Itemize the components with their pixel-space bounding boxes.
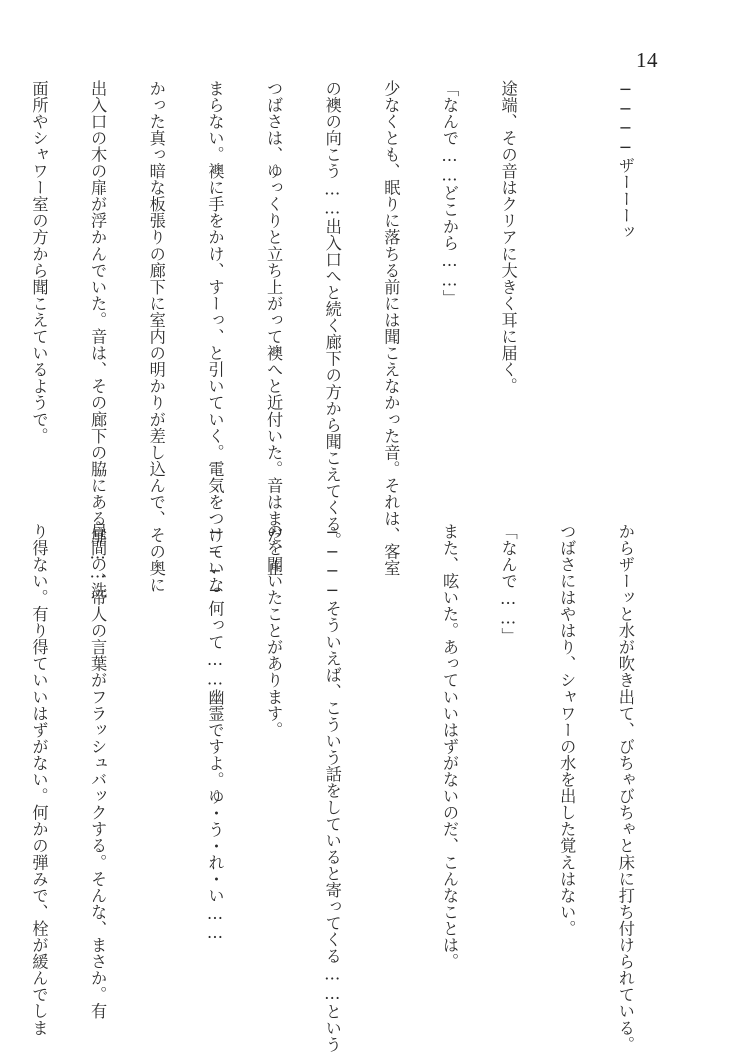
text-column: 「なんで……どこから……」 xyxy=(439,80,459,307)
text-column: 少なくとも、眠りに落ちる前には聞こえなかった音。それは、客室 xyxy=(381,80,401,577)
text-column: のを聞いたことがあります。 xyxy=(264,523,284,739)
text-block-top xyxy=(0,80,674,599)
text-column xyxy=(557,80,577,500)
text-column: ────そういえば、こういう話をしていると寄ってくる……という xyxy=(322,523,342,1053)
text-column: の襖の向こう……出入口へと続く廊下の方から聞こえてくる。 xyxy=(322,80,342,549)
text-column: 「なんで……」 xyxy=(498,523,518,645)
text-column: つばさにはやはり、シャワーの水を出した覚えはない。 xyxy=(557,523,577,937)
text-column: り得ない。有り得ていいはずがない。何かの弾みで、栓が緩んでしま xyxy=(29,523,49,1037)
text-column: また、呟いた。あっていいはずがないのだ、こんなことは。 xyxy=(439,523,459,970)
text-column: 昼間の、帝人の言葉がフラッシュバックする。そんな、まさか。有 xyxy=(88,523,108,1020)
text-column xyxy=(146,523,166,973)
text-column: からザーッと水が吹き出て、びちゃびちゃと床に打ち付けられている。 xyxy=(615,523,635,1053)
text-column: ────何って……幽霊ですよ。ゆ・う・れ・い…… xyxy=(205,523,225,943)
text-column: つばさは、ゆっくりと立ち上がって襖へと近付いた。音はまだ、止 xyxy=(264,80,284,577)
text-column: 面所やシャワー室の方から聞こえているようで。 xyxy=(29,80,49,445)
text-column xyxy=(381,523,401,973)
text-column: 途端、その音はクリアに大きく耳に届く。 xyxy=(498,80,518,395)
text-column: ────ザーーーッ xyxy=(615,80,635,241)
text-column: かった真っ暗な板張りの廊下に室内の明かりが差し込んで、その奥に xyxy=(146,80,166,594)
text-column: 出入口の木の扉が浮かんでいた。音は、その廊下の脇にある扉……洗 xyxy=(88,80,108,599)
text-block-bottom xyxy=(0,523,674,1053)
text-column: まらない。襖に手をかけ、すーっ、と引いていく。電気をつけていな xyxy=(205,80,225,594)
page-number: 14 xyxy=(636,48,658,72)
